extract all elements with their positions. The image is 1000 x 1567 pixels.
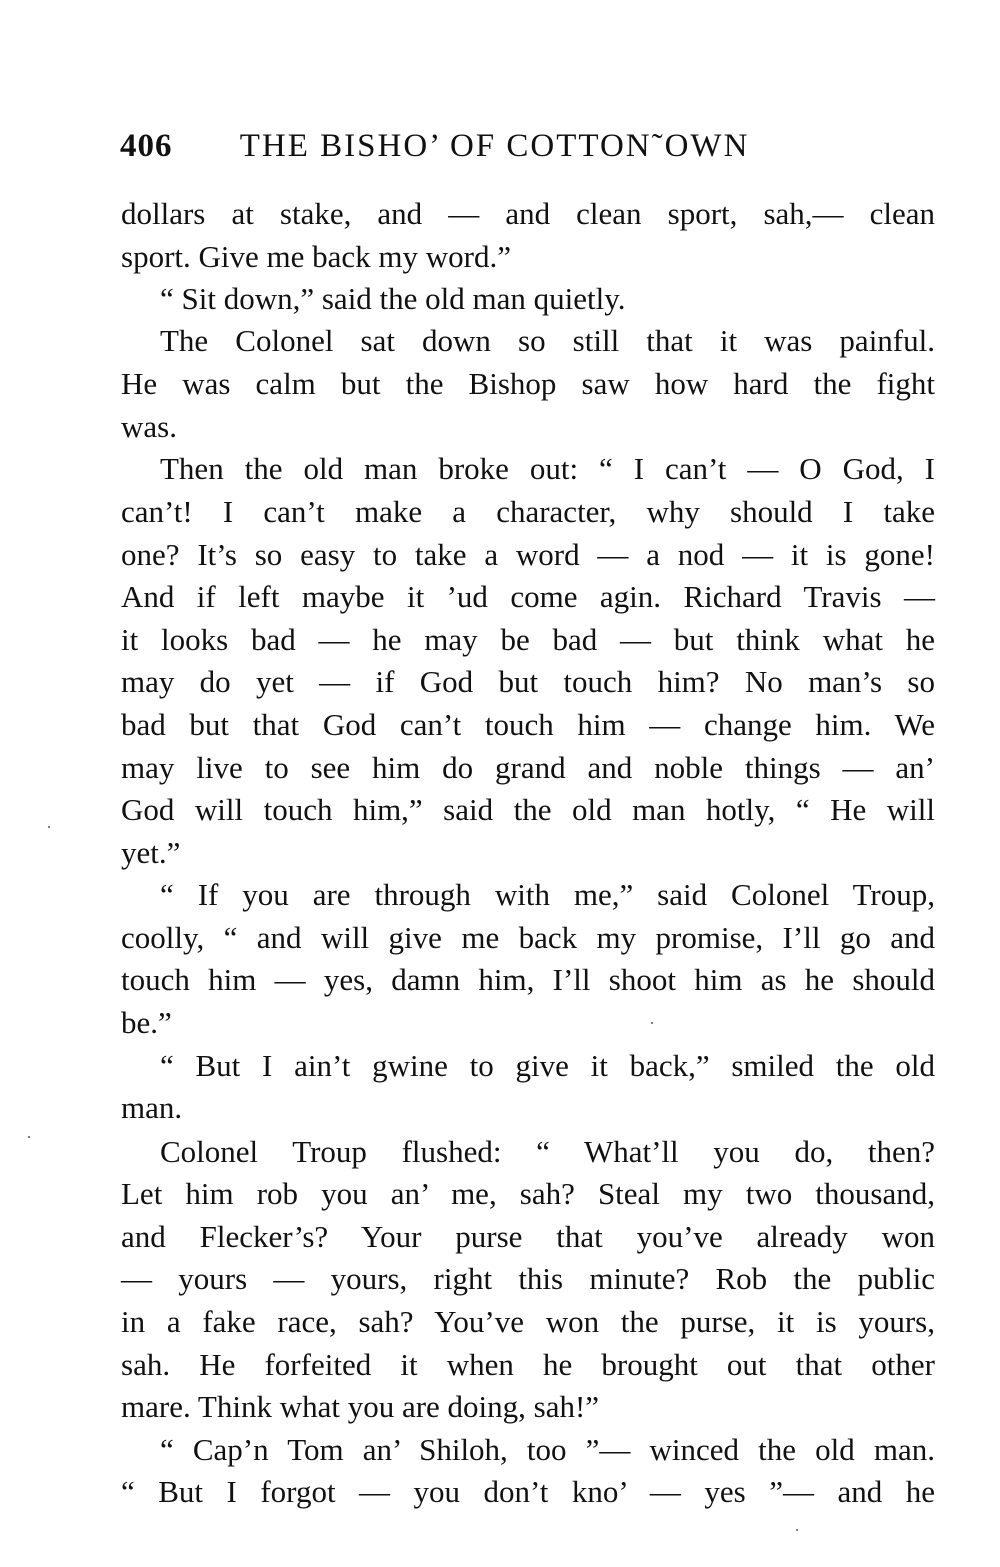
text-line: was. bbox=[121, 409, 177, 444]
text-line: “ But I forgot — you don’t kno’ — yes ”— and he bbox=[121, 1474, 935, 1509]
text-line: touch him — yes, damn him, I’ll shoot him as he should bbox=[121, 962, 935, 997]
text-line: And if left maybe it ’ud come agin. Richard Travis — bbox=[121, 579, 935, 614]
text-line: can’t! I can’t make a character, why should I take bbox=[121, 494, 935, 529]
text-line: Let him rob you an’ me, sah? Steal my two thousand, bbox=[121, 1176, 935, 1211]
text-line: The Colonel sat down so still that it was painful. bbox=[160, 323, 935, 358]
text-line: one? It’s so easy to take a word — a nod — it is gone! bbox=[121, 537, 935, 572]
text-line: may live to see him do grand and noble things — an’ bbox=[121, 750, 935, 785]
text-line: in a fake race, sah? You’ve won the purse, it is yours, bbox=[121, 1304, 935, 1339]
text-line: sport. Give me back my word.” bbox=[121, 239, 511, 274]
text-line: and Flecker’s? Your purse that you’ve already won bbox=[121, 1219, 935, 1254]
text-line: be.” bbox=[121, 1005, 172, 1040]
text-line: “ If you are through with me,” said Colonel Troup, bbox=[160, 877, 935, 912]
text-line: God will touch him,” said the old man hotly, “ He will bbox=[121, 792, 935, 827]
paper-speck bbox=[28, 1136, 30, 1138]
text-line: sah. He forfeited it when he brought out that other bbox=[121, 1347, 935, 1382]
text-line: He was calm but the Bishop saw how hard the fight bbox=[121, 366, 935, 401]
paper-speck bbox=[651, 1022, 653, 1024]
text-line: yet.” bbox=[121, 835, 181, 870]
text-line: it looks bad — he may be bad — but think what he bbox=[121, 622, 935, 657]
text-line: mare. Think what you are doing, sah!” bbox=[121, 1389, 600, 1424]
paper-speck bbox=[796, 1529, 798, 1531]
text-line: man. bbox=[121, 1090, 183, 1125]
text-line: Colonel Troup flushed: “ What’ll you do, then? bbox=[160, 1134, 935, 1169]
text-line: “ But I ain’t gwine to give it back,” smiled the old bbox=[160, 1048, 935, 1083]
text-line: Then the old man broke out: “ I can’t — O God, I bbox=[160, 451, 935, 486]
page-header bbox=[120, 128, 940, 165]
text-line: “ Sit down,” said the old man quietly. bbox=[160, 281, 626, 316]
text-line: bad but that God can’t touch him — change him. We bbox=[121, 707, 935, 742]
running-title: THE BISHO’ OF COTTON˜OWN bbox=[239, 128, 750, 164]
page-number: 406 bbox=[120, 128, 173, 164]
text-line: coolly, “ and will give me back my promise, I’ll go and bbox=[121, 920, 935, 955]
paper-speck bbox=[48, 826, 50, 828]
text-line: “ Cap’n Tom an’ Shiloh, too ”— winced the old man. bbox=[160, 1432, 935, 1467]
text-line: dollars at stake, and — and clean sport, sah,— clean bbox=[121, 196, 935, 231]
text-line: — yours — yours, right this minute? Rob the public bbox=[121, 1261, 935, 1296]
text-line: may do yet — if God but touch him? No man’s so bbox=[121, 664, 935, 699]
